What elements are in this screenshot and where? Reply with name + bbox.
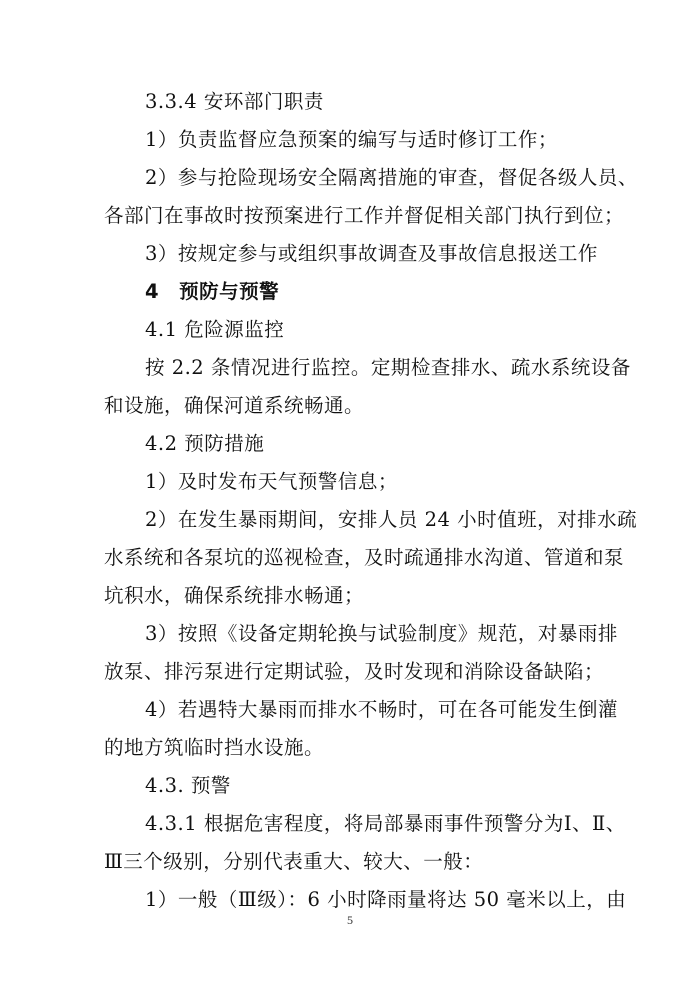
paragraph-line: 3）按规定参与或组织事故调查及事故信息报送工作 xyxy=(145,242,598,265)
paragraph-line: 1）一般（Ⅲ级）：6 小时降雨量将达 50 毫米以上，由 xyxy=(145,888,627,911)
paragraph-line: 1）及时发布天气预警信息； xyxy=(145,470,398,493)
paragraph-line: 4）若遇特大暴雨而排水不畅时，可在各可能发生倒灌 xyxy=(145,698,618,721)
paragraph-line: 按 2.2 条情况进行监控。定期检查排水、疏水系统设备 xyxy=(145,356,631,379)
section-heading-4: 4 预防与预警 xyxy=(145,280,280,303)
page-number: 5 xyxy=(347,913,353,927)
paragraph-line: 1）负责监督应急预案的编写与适时修订工作； xyxy=(145,128,558,151)
paragraph-line: 4.3.1 根据危害程度，将局部暴雨事件预警分为Ⅰ、Ⅱ、 xyxy=(145,812,626,835)
paragraph-line: 放泵、排污泵进行定期试验，及时发现和消除设备缺陷； xyxy=(104,660,605,683)
section-heading-3-3-4: 3.3.4 安环部门职责 xyxy=(145,90,324,113)
section-heading-4-1: 4.1 危险源监控 xyxy=(145,318,285,341)
section-heading-4-3: 4.3. 预警 xyxy=(145,774,231,797)
paragraph-line: 的地方筑临时挡水设施。 xyxy=(104,736,325,759)
paragraph-line: 2）在发生暴雨期间，安排人员 24 小时值班，对排水疏 xyxy=(145,508,638,531)
paragraph-line: 水系统和各泵坑的巡视检查，及时疏通排水沟道、管道和泵 xyxy=(104,546,625,569)
paragraph-line: 3）按照《设备定期轮换与试验制度》规范，对暴雨排 xyxy=(145,622,618,645)
paragraph-line: Ⅲ三个级别，分别代表重大、较大、一般： xyxy=(104,850,484,873)
paragraph-line: 和设施，确保河道系统畅通。 xyxy=(104,394,365,417)
paragraph-line: 各部门在事故时按预案进行工作并督促相关部门执行到位； xyxy=(104,204,625,227)
paragraph-line: 2）参与抢险现场安全隔离措施的审查，督促各级人员、 xyxy=(145,166,638,189)
section-heading-4-2: 4.2 预防措施 xyxy=(145,432,265,455)
paragraph-line: 坑积水，确保系统排水畅通； xyxy=(104,584,365,607)
